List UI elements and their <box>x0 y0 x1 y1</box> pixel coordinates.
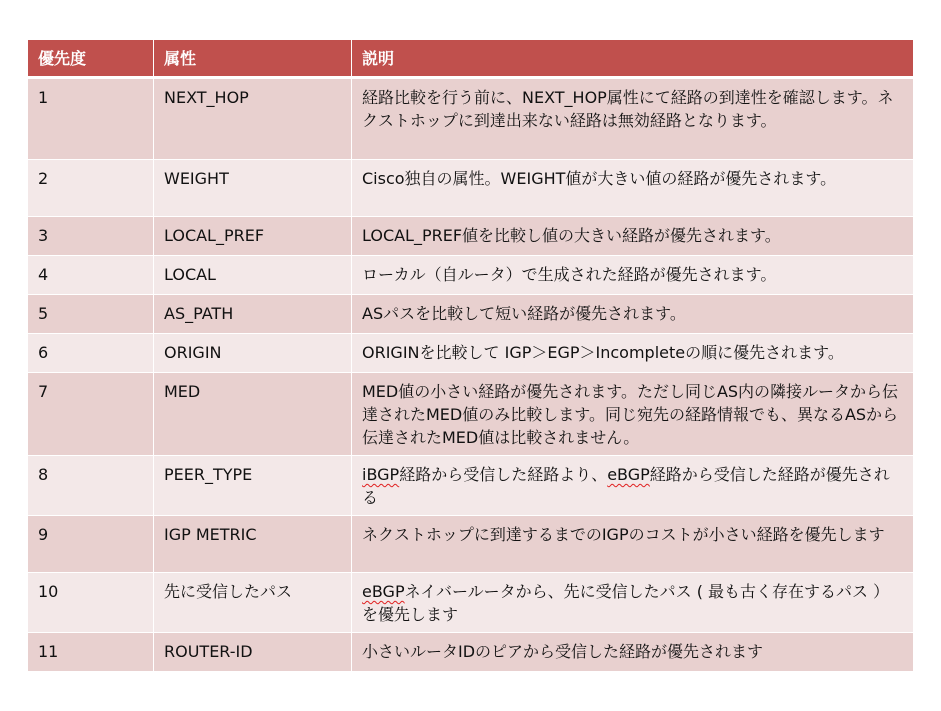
table-row <box>28 516 913 573</box>
column-header-attribute: 属性 <box>153 40 351 79</box>
priority-cell: 11 <box>28 633 153 672</box>
table-row <box>28 633 913 672</box>
description-cell: ASパスを比較して短い経路が優先されます。 <box>351 295 913 334</box>
spellcheck-word: eBGP <box>607 465 650 484</box>
table-row <box>28 373 913 456</box>
attribute-cell: ROUTER-ID <box>153 633 351 672</box>
description-text: 経路から受信した経路より、 <box>399 465 608 484</box>
description-cell: Cisco独自の属性。WEIGHT値が大きい値の経路が優先されます。 <box>351 160 913 217</box>
description-cell <box>351 456 913 516</box>
priority-cell: 10 <box>28 573 153 633</box>
spellcheck-word: iBGP <box>362 465 400 484</box>
description-cell: LOCAL_PREF値を比較し値の大きい経路が優先されます。 <box>351 217 913 256</box>
attribute-cell: MED <box>153 373 351 456</box>
column-header-description: 説明 <box>351 40 913 79</box>
table-row <box>28 456 913 516</box>
table-header-row <box>28 40 913 79</box>
table-row <box>28 573 913 633</box>
description-cell: ネクストホップに到達するまでのIGPのコストが小さい経路を優先します <box>351 516 913 573</box>
attribute-cell: ORIGIN <box>153 334 351 373</box>
table-row <box>28 79 913 160</box>
attribute-cell: LOCAL_PREF <box>153 217 351 256</box>
priority-cell: 3 <box>28 217 153 256</box>
spellcheck-word: eBGP <box>362 582 405 601</box>
description-cell: ローカル（自ルータ）で生成された経路が優先されます。 <box>351 256 913 295</box>
table-row <box>28 334 913 373</box>
table-row <box>28 160 913 217</box>
description-text: ネイバールータから、先に受信したパス ( 最も古く存在するパス ）を優先します <box>362 582 890 624</box>
description-cell: MED値の小さい経路が優先されます。ただし同じAS内の隣接ルータから伝達されたMED値のみ比較します。同じ宛先の経路情報でも、異なるASから伝達されたMED値は比較されません。 <box>351 373 913 456</box>
table-row <box>28 295 913 334</box>
attribute-cell: 先に受信したパス <box>153 573 351 633</box>
attribute-cell: PEER_TYPE <box>153 456 351 516</box>
priority-cell: 9 <box>28 516 153 573</box>
description-cell: 小さいルータIDのピアから受信した経路が優先されます <box>351 633 913 672</box>
attribute-cell: WEIGHT <box>153 160 351 217</box>
priority-cell: 1 <box>28 79 153 160</box>
priority-cell: 7 <box>28 373 153 456</box>
table-row <box>28 217 913 256</box>
priority-cell: 6 <box>28 334 153 373</box>
priority-cell: 8 <box>28 456 153 516</box>
attribute-cell: LOCAL <box>153 256 351 295</box>
description-cell: 経路比較を行う前に、NEXT_HOP属性にて経路の到達性を確認します。ネクストホップに到達出来ない経路は無効経路となります。 <box>351 79 913 160</box>
description-cell: ORIGINを比較して IGP＞EGP＞Incompleteの順に優先されます。 <box>351 334 913 373</box>
description-text: 経路から受信した経路が優先される <box>362 465 890 507</box>
attribute-cell: IGP METRIC <box>153 516 351 573</box>
description-cell <box>351 573 913 633</box>
attribute-cell: NEXT_HOP <box>153 79 351 160</box>
table-row <box>28 256 913 295</box>
column-header-priority: 優先度 <box>28 40 153 79</box>
priority-cell: 2 <box>28 160 153 217</box>
priority-cell: 4 <box>28 256 153 295</box>
attribute-cell: AS_PATH <box>153 295 351 334</box>
priority-cell: 5 <box>28 295 153 334</box>
bgp-path-selection-table <box>28 40 913 672</box>
